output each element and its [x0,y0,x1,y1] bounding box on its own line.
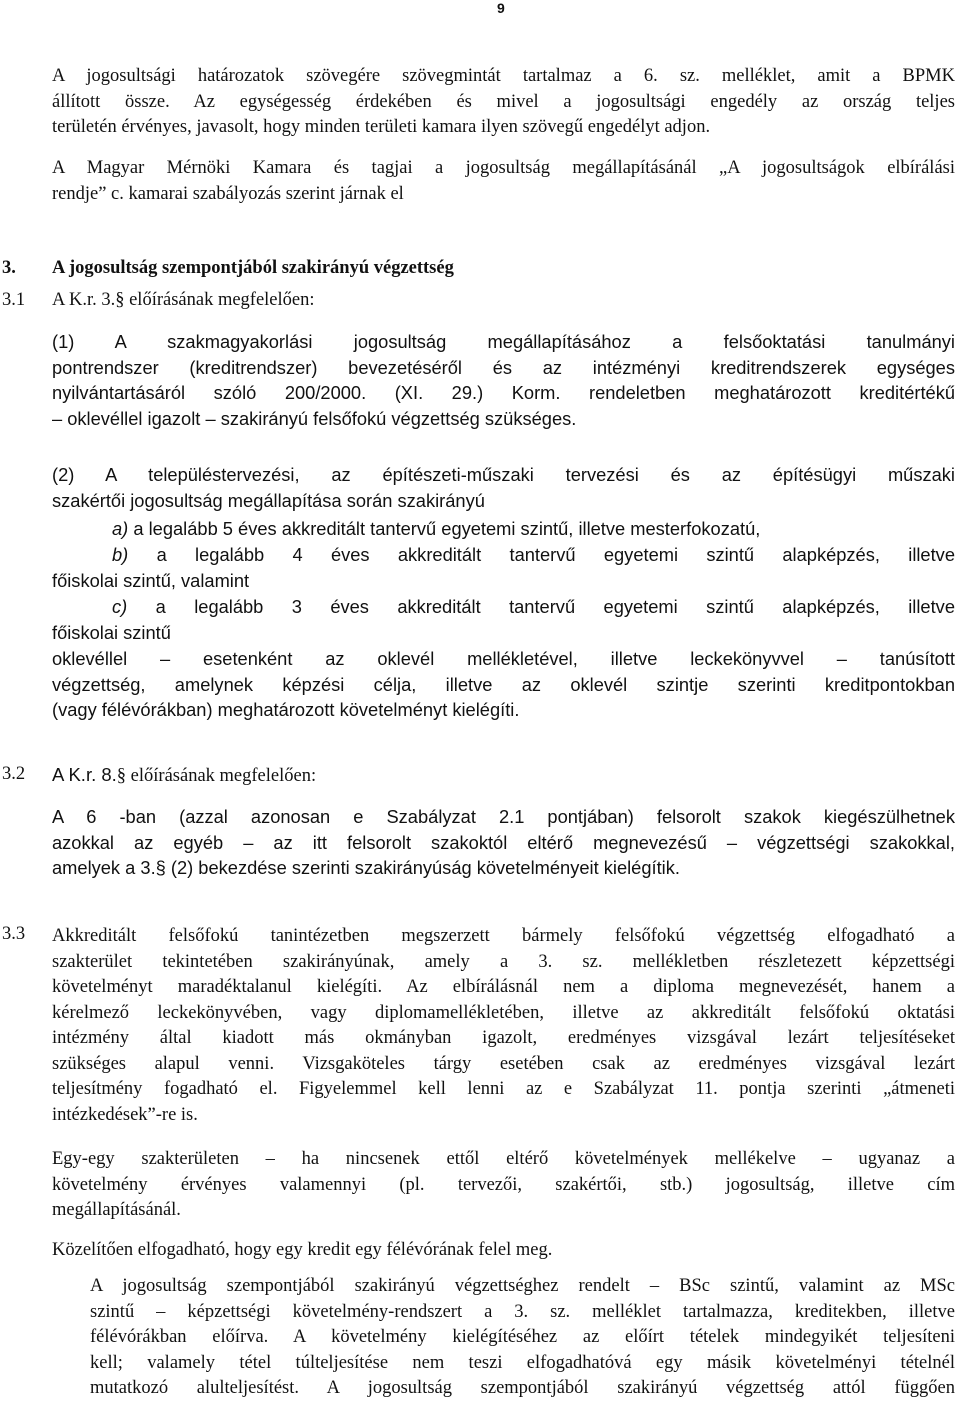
text-line: (vagy félévórákban) meghatározott követelményt kielégíti. [52,699,520,720]
subsection-number: 3.1 [2,290,26,310]
intro-paragraph-2 [52,156,955,207]
text-line: szintű – képzettségi követelmény-rendszert a 3. sz. melléklet tartalmazza, kreditekben, illetve [90,1301,955,1322]
text-line: területén érvényes, javasolt, hogy minden területi kamara ilyen szövegű engedélyt adjon. [52,117,711,137]
subsection-number: 3.3 [2,924,26,944]
text-line: szakértői jogosultság megállapítása során szakirányú [52,489,485,511]
item-continuation: főiskolai szintű [52,621,171,643]
paragraph-2 [52,462,955,513]
text-line: A 6 -ban (azzal azonosan e Szabályzat 2.1 pontjában) felsorolt szakok kiegészülhetnek [52,806,955,827]
intro-paragraph [52,64,955,141]
text-line: kérelmező leckekönyvében, vagy diplomamellékletében, illetve az akkreditált felsőfokú oktatási [52,1002,955,1023]
text-line: mutatkozó alulteljesítést. A jogosultság szempontjából szakirányú végzettség attól függően [90,1378,955,1398]
text-line: követelmény érvényes valamennyi (pl. tervezői, szakértői, stb.) jogosultság, illetve cím [52,1174,955,1195]
list-item-a [52,516,955,542]
text-line: A jogosultság szempontjából szakirányú végzettséghez rendelt – BSc szintű, valamint az MSc [90,1276,955,1296]
text-line: amelyek a 3.§ (2) bekezdése szerinti szakirányúság követelményeit kielégítik. [52,857,680,878]
text-line: rendje” c. kamarai szabályozás szerint járnak el [52,183,404,204]
page-number: 9 [497,0,505,16]
text-line: pontrendszer (kreditrendszer) bevezetéséről és az intézményi kreditrendszerek egységes [52,356,955,378]
paragraph-3 [52,646,955,723]
item-label: a) [112,518,129,539]
text-line: szakterület tekintetében szakirányúnak, amely a 3. sz. mellékletben részletezett képzettségi [52,951,955,972]
section-number: 3. [2,258,16,278]
text-line: végzettség, amelynek képzési célja, illetve az oklevél szintje szerinti kreditpontokban [52,673,955,695]
paragraph-3-2 [52,804,955,881]
text-line: állított össze. Az egységesség érdekében és mivel a jogosultsági engedély az ország teljes [52,91,955,112]
text-line: (2) A településtervezési, az építészeti-műszaki tervezési és az építésügyi műszaki [52,464,955,485]
text-line: (1) A szakmagyakorlási jogosultság megállapításához a felsőoktatási tanulmányi [52,331,955,352]
text-line: szükséges alapul venni. Vizsgaköteles tárgy esetében csak az eredményes vizsgával lezárt [52,1053,955,1074]
item-label: c) [112,596,128,617]
text-line: Közelítően elfogadható, hogy egy kredit egy félévórának felel meg. [52,1240,553,1260]
text-line: intézkedések”-re is. [52,1104,198,1125]
paragraph-3-3-d [90,1274,955,1402]
item-text: a legalább 3 éves akkreditált tantervű egyetemi szintű alapképzés, illetve [155,596,955,617]
subsection-intro: A K.r. 3.§ előírásának megfelelően: [52,290,315,310]
text-line: A jogosultsági határozatok szövegére szövegmintát tartalmaz a 6. sz. melléklet, amit a BPMK [52,66,955,86]
list-item-b [52,542,955,593]
section-title: A jogosultság szempontjából szakirányú végzettség [52,258,454,278]
item-text: a legalább 4 éves akkreditált tantervű egyetemi szintű alapképzés, illetve [156,544,955,565]
paragraph-3-3-c [52,1238,955,1264]
text-line: – oklevéllel igazolt – szakirányú felsőfokú végzettség szükséges. [52,407,577,429]
item-continuation: főiskolai szintű, valamint [52,569,250,591]
text-line: Egy-egy szakterületen – ha nincsenek ettől eltérő követelmények mellékelve – ugyanaz a [52,1149,955,1169]
text-line: A Magyar Mérnöki Kamara és tagjai a jogosultság megállapításánál „A jogosultságok elbírálási [52,158,955,178]
item-text: a legalább 5 éves akkreditált tantervű egyetemi szintű, illetve mesterfokozatú, [133,518,761,539]
text-line: követelményt maradéktalanul kielégíti. Az elbírálásnál nem a diploma megnevezését, hanem a [52,977,955,997]
text-line: félévórákban előírva. A követelmény kielégítéséhez az előírt tételek mindegyikét teljesíteni [90,1327,955,1347]
text-line: azokkal az egyéb – az itt felsorolt szakoktól eltérő megnevezésű – végzettségi szakokkal, [52,831,955,853]
text-line: megállapításánál. [52,1200,181,1220]
paragraph-1 [52,329,955,431]
paragraph-3-3 [52,924,955,1128]
text-line: oklevéllel – esetenként az oklevél mellékletével, illetve leckekönyvvel – tanúsított [52,648,955,669]
text-line: nyilvántartásáról szóló 200/2000. (XI. 29.) Korm. rendeletben meghatározott kreditértékű [52,382,955,403]
text-line: intézmény által kiadott más okmányban igazolt, eredményes vizsgával lezárt teljesítéseket [52,1028,955,1048]
item-label: b) [112,544,129,565]
text-line: Akkreditált felsőfokú tanintézetben megszerzett bármely felsőfokú végzettség elfogadható a [52,926,955,946]
text-line: teljesítmény fogadható el. Figyelemmel kell lenni az e Szabályzat 11. pontja szerinti „átmeneti [52,1079,955,1099]
subsection-intro: A K.r. 8.§ előírásának megfelelően: [52,764,317,786]
subsection-number: 3.2 [2,764,26,784]
paragraph-3-3-b [52,1147,955,1224]
list-item-c [52,594,955,645]
text-line: kell; valamely tétel túlteljesítése nem teszi elfogadhatóvá egy másik követelményi tételnél [90,1352,955,1373]
